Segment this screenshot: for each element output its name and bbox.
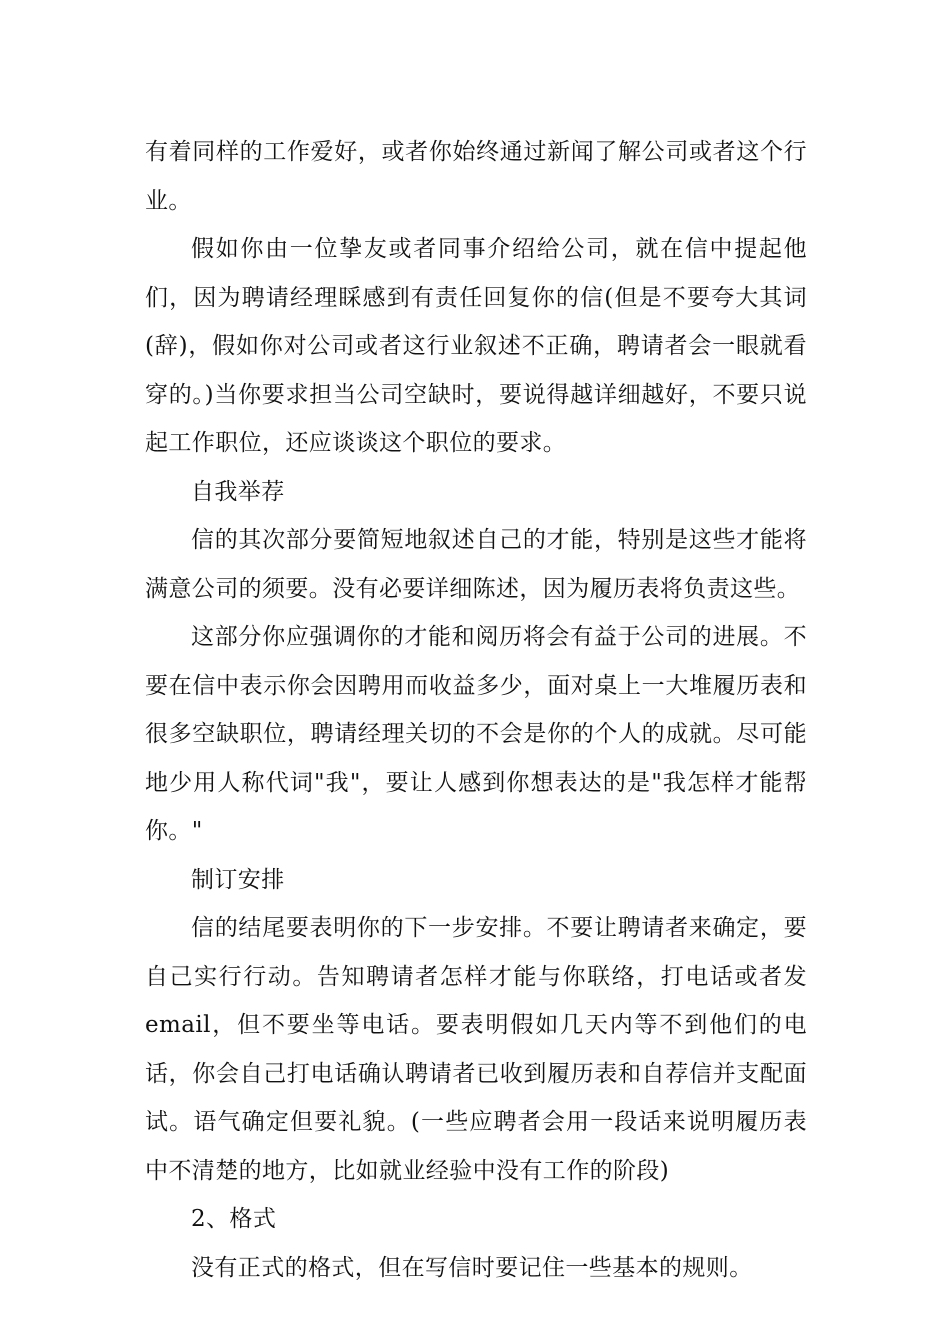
section-heading-make-plan: 制订安排 bbox=[191, 866, 285, 893]
paragraph-continuation: 有着同样的工作爱好，或者你始终通过新闻了解公司或者这个行业。 bbox=[145, 139, 807, 214]
paragraph-company-benefit: 这部分你应强调你的才能和阅历将会有益于公司的进展。不要在信中表示你会因聘用而收益多少，面对桌上一大堆履历表和很多空缺职位，聘请经理关切的不会是你的个人的成就。尽可能地少用人称代词"我"，要让人感到你想表达的是"我怎样才能帮你。" bbox=[145, 624, 807, 844]
paragraph-format-rules: 没有正式的格式，但在写信时要记住一些基本的规则。 bbox=[191, 1254, 753, 1281]
section-heading-format: 2、格式 bbox=[191, 1206, 277, 1232]
paragraph-next-steps: 信的结尾要表明你的下一步安排。不要让聘请者来确定，要自己实行行动。告知聘请者怎样才能与你联络，打电话或者发email，但不要坐等电话。要表明假如几天内等不到他们的电话，你会自己打电话确认聘请者已收到履历表和自荐信并支配面试。语气确定但要礼貌。(一些应聘者会用一段话来说明履历表中不清楚的地方，比如就业经验中没有工作的阶段) bbox=[145, 915, 807, 1184]
section-heading-self-recommendation: 自我举荐 bbox=[191, 478, 285, 505]
paragraph-referral: 假如你由一位挚友或者同事介绍给公司，就在信中提起他们，因为聘请经理睬感到有责任回复你的信(但是不要夸大其词(辞)，假如你对公司或者这行业叙述不正确，聘请者会一眼就看穿的。)当你要求担当公司空缺时，要说得越详细越好，不要只说起工作职位，还应谈谈这个职位的要求。 bbox=[145, 236, 807, 456]
paragraph-skills-summary: 信的其次部分要简短地叙述自己的才能，特别是这些才能将满意公司的须要。没有必要详细陈述，因为履历表将负责这些。 bbox=[145, 527, 807, 602]
